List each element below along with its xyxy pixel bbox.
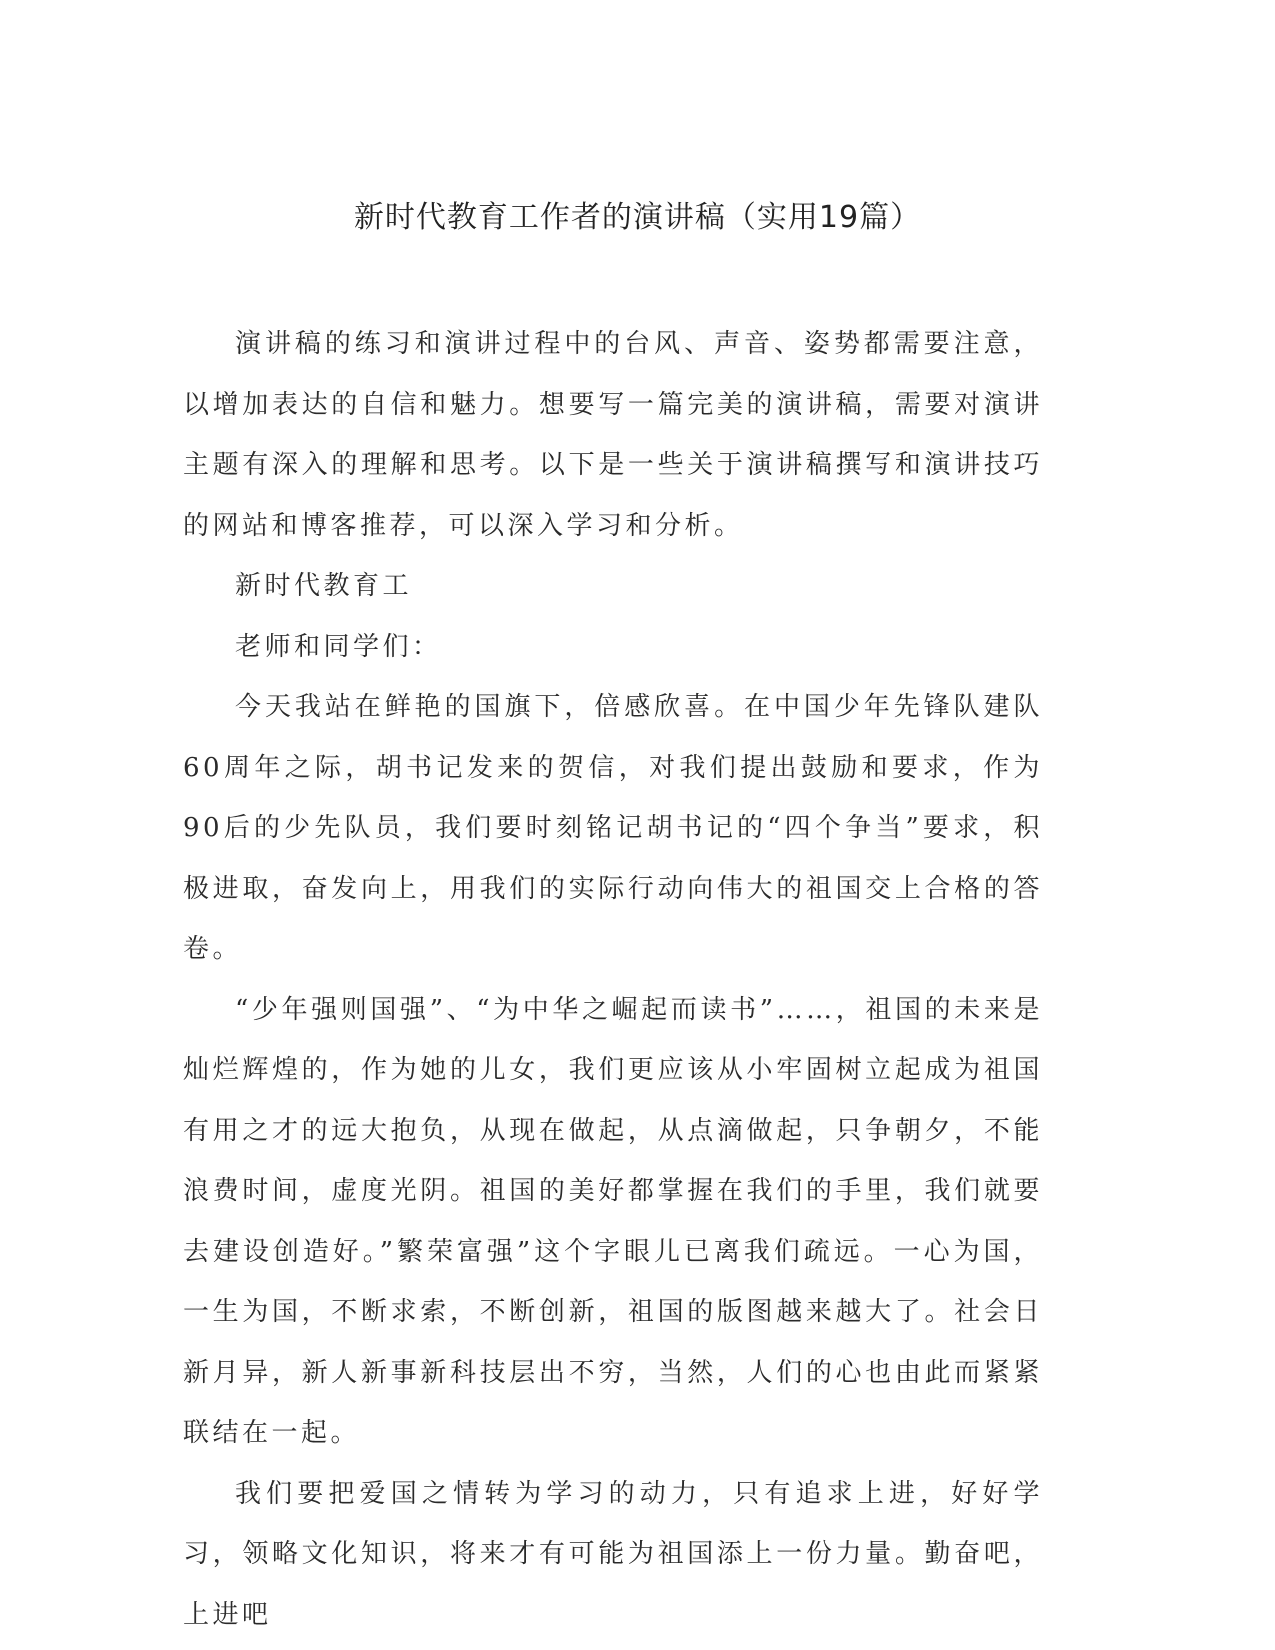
- paragraph-intro: 演讲稿的练习和演讲过程中的台风、声音、姿势都需要注意，以增加表达的自信和魅力。想要写一篇完美的演讲稿，需要对演讲主题有深入的理解和思考。以下是一些关于演讲稿撰写和演讲技巧的网站和博客推荐，可以深入学习和分析。: [183, 329, 1043, 541]
- document-body: [183, 314, 1043, 1645]
- paragraph-salutation: 老师和同学们：: [235, 631, 442, 662]
- paragraph-heading-fragment: 新时代教育工: [235, 571, 413, 601]
- paragraph-body-3: 我们要把爱国之情转为学习的动力，只有追求上进，好好学习，领略文化知识，将来才有可能为祖国添上一份力量。勤奋吧，上进吧: [183, 1478, 1043, 1630]
- document-title: 新时代教育工作者的演讲稿（实用19篇）: [353, 200, 922, 235]
- paragraph-body-1: 今天我站在鲜艳的国旗下，倍感欣喜。在中国少年先锋队建队60周年之际，胡书记发来的贺信，对我们提出鼓励和要求，作为90后的少先队员，我们要时刻铭记胡书记的“四个争当”要求，积极进取，奋发向上，用我们的实际行动向伟大的祖国交上合格的答卷。: [183, 692, 1043, 964]
- paragraph-body-2: “少年强则国强”、“为中华之崛起而读书”……，祖国的未来是灿烂辉煌的，作为她的儿女，我们更应该从小牢固树立起成为祖国有用之才的远大抱负，从现在做起，从点滴做起，只争朝夕，不能浪费时间，虚度光阴。祖国的美好都掌握在我们的手里，我们就要去建设创造好。”繁荣富强”这个字眼儿已离我们疏远。一心为国，一生为国，不断求索，不断创新，祖国的版图越来越大了。社会日新月异，新人新事新科技层出不穷，当然，人们的心也由此而紧紧联结在一起。: [183, 994, 1043, 1448]
